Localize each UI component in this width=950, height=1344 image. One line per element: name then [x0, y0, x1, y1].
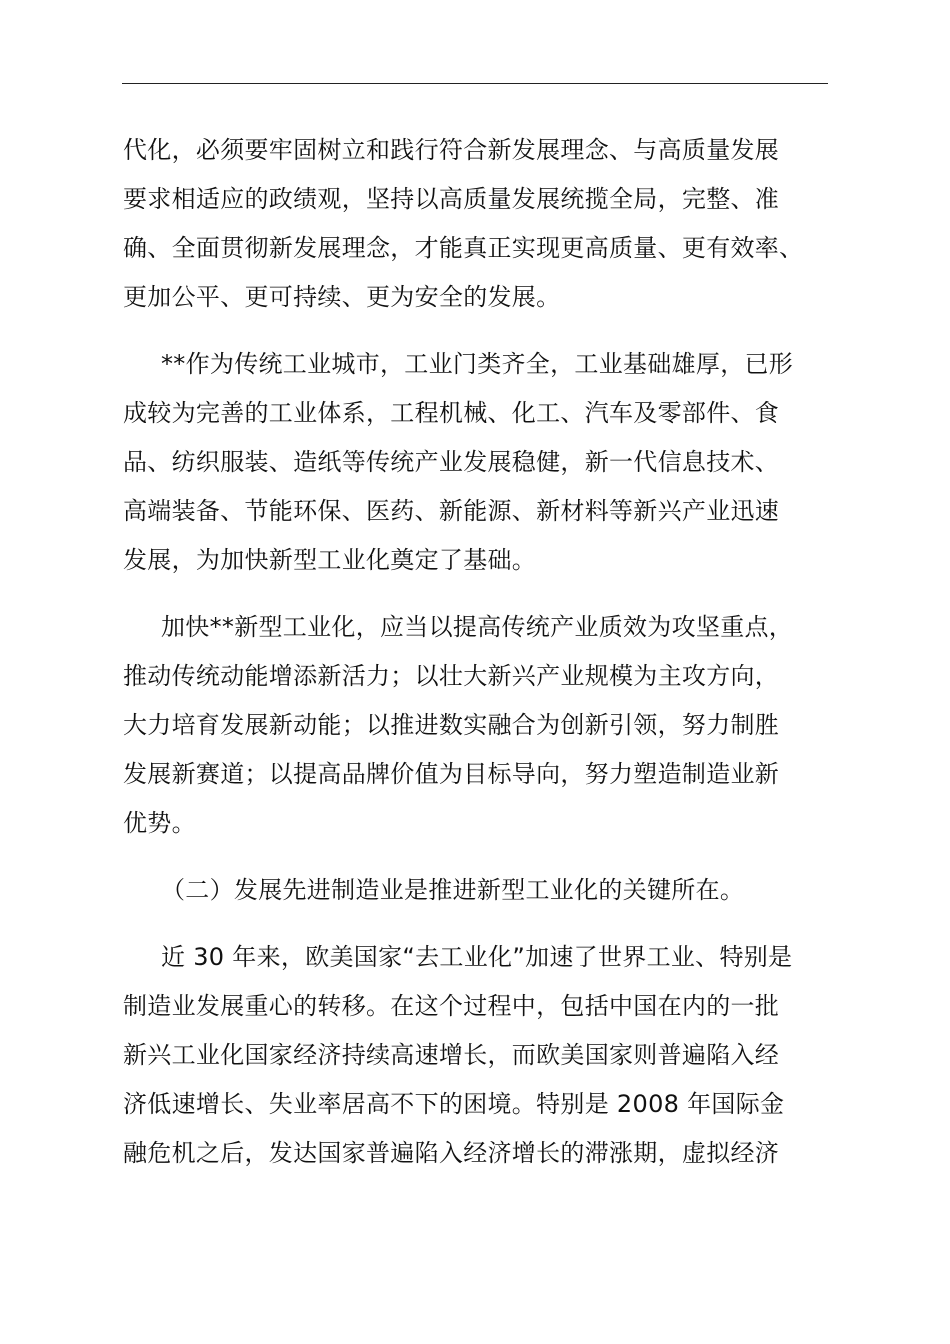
text-line: 更加公平、更可持续、更为安全的发展。	[123, 283, 561, 311]
text-line: 发展，为加快新型工业化奠定了基础。	[123, 546, 537, 574]
text-line: 高端装备、节能环保、医药、新能源、新材料等新兴产业迅速	[123, 497, 780, 525]
paragraph-4	[123, 933, 833, 1178]
text-line: 确、全面贯彻新发展理念，才能真正实现更高质量、更有效率、	[123, 234, 804, 262]
text-line: 要求相适应的政绩观，坚持以高质量发展统揽全局，完整、准	[123, 185, 780, 213]
body-text	[123, 126, 833, 1178]
text-line: 优势。	[123, 809, 196, 837]
heading-line: （二）发展先进制造业是推进新型工业化的关键所在。	[161, 876, 745, 904]
text-line: 制造业发展重心的转移。在这个过程中，包括中国在内的一批	[123, 992, 780, 1020]
text-line: **作为传统工业城市，工业门类齐全，工业基础雄厚，已形	[161, 350, 794, 378]
paragraph-3	[123, 603, 833, 848]
text-line: 近 30 年来，欧美国家“去工业化”加速了世界工业、特别是	[161, 943, 793, 971]
text-line: 新兴工业化国家经济持续高速增长，而欧美国家则普遍陷入经	[123, 1041, 780, 1069]
text-line: 融危机之后，发达国家普遍陷入经济增长的滞涨期，虚拟经济	[123, 1139, 780, 1167]
paragraph-1	[123, 126, 833, 322]
header-rule	[122, 83, 828, 84]
section-heading	[123, 866, 833, 915]
paragraph-2	[123, 340, 833, 585]
text-line: 加快**新型工业化，应当以提高传统产业质效为攻坚重点，	[161, 613, 794, 641]
text-line: 推动传统动能增添新活力；以壮大新兴产业规模为主攻方向，	[123, 662, 780, 690]
text-line: 大力培育发展新动能；以推进数实融合为创新引领，努力制胜	[123, 711, 780, 739]
text-line: 成较为完善的工业体系，工程机械、化工、汽车及零部件、食	[123, 399, 780, 427]
text-line: 济低速增长、失业率居高不下的困境。特别是 2008 年国际金	[123, 1090, 785, 1118]
text-line: 品、纺织服装、造纸等传统产业发展稳健，新一代信息技术、	[123, 448, 780, 476]
text-line: 发展新赛道；以提高品牌价值为目标导向，努力塑造制造业新	[123, 760, 780, 788]
text-line: 代化，必须要牢固树立和践行符合新发展理念、与高质量发展	[123, 136, 780, 164]
